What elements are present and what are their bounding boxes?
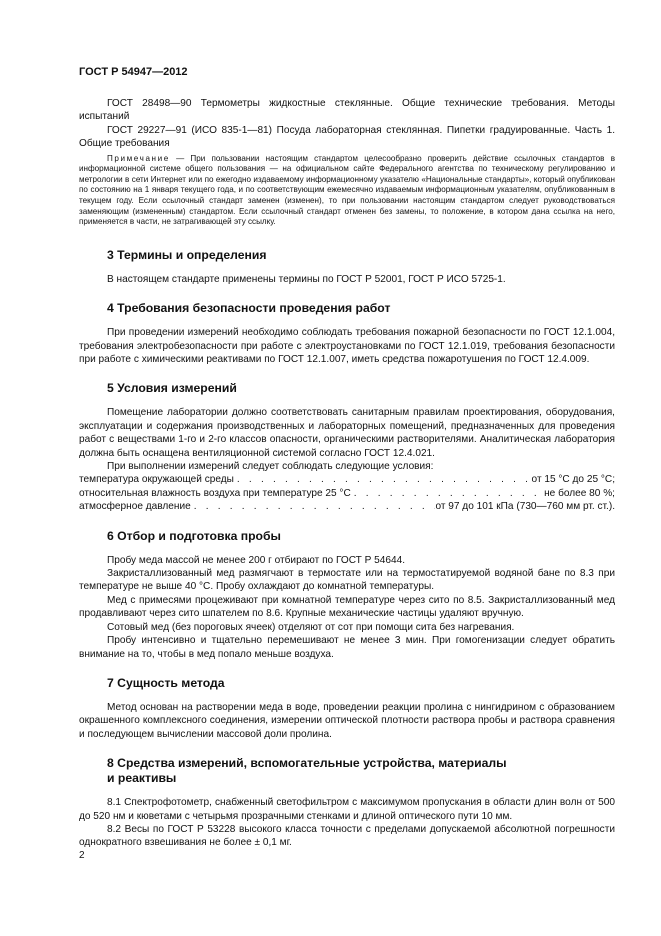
section-8-paragraph: 8.2 Весы по ГОСТ Р 53228 высокого класса точности с пределами допускаемой абсолютной погрешности однократного взвешивания не более ± 0,1 мг. — [79, 823, 615, 849]
section-3-title: 3 Термины и определения — [107, 247, 267, 262]
condition-label: атмосферное давление — [79, 501, 191, 513]
note-text: — При пользовании настоящим стандартом целесообразно проверить действие ссылочных стандартов в информационной системе общего пользования — на официальном сайте Федерального агентства по техническому регулированию и метрологии в сети Интернет или по ежегодно издаваемому информационному указателю «Национальные стандарты», который опубликован по состоянию на 1 января текущего года, и по соответствующим ежемесячно издаваемым информационным указателям, опубликованным в текущем году. Если ссылочный стандарт заменен (изменен), то при пользовании настоящим стандартом следует руководствоваться заменяющим (измененным) стандартом. Если ссылочный стандарт отменен без замены, то положение, в котором дана ссылка на него, применяется в части, не затрагивающей эту ссылку. — [79, 153, 615, 227]
section-6-title: 6 Отбор и подготовка пробы — [107, 528, 281, 543]
condition-row — [79, 500, 615, 513]
reference-item: ГОСТ 29227—91 (ИСО 835-1—81) Посуда лабораторная стеклянная. Пипетки градуированные. Часть 1. Общие требования — [79, 124, 615, 150]
section-8-title-line: 8 Средства измерений, вспомогательные устройства, материалы — [107, 756, 507, 771]
condition-value: от 15 °С до 25 °С; — [531, 474, 615, 486]
section-6-paragraph: Мед с примесями процеживают при комнатной температуре через сито по 8.5. Закристаллизованный мед продавливают через сито шпателем по 8.6. Крупные механические частицы удаляют вручную. — [79, 594, 615, 620]
condition-row — [79, 473, 615, 486]
dot-leader — [351, 487, 544, 500]
section-7-title: 7 Сущность метода — [107, 675, 225, 690]
condition-value: не более 80 %; — [544, 487, 615, 499]
dot-leader — [234, 473, 532, 486]
reference-item: ГОСТ 28498—90 Термометры жидкостные стеклянные. Общие технические требования. Методы испытаний — [79, 98, 615, 123]
dot-leader — [191, 500, 436, 513]
section-5-title: 5 Условия измерений — [107, 381, 237, 396]
section-4-paragraph: При проведении измерений необходимо соблюдать требования пожарной безопасности по ГОСТ 12.1.004, требования электробезопасности при работе с электроустановками по ГОСТ 12.1.019, требования безопасности при работе с химическими реактивами по ГОСТ 12.1.007, иметь средства пожаротушения по ГОСТ 12.4.009. — [79, 327, 615, 365]
section-6-paragraph: Закристаллизованный мед размягчают в термостате или на термостатируемой водяной бане по 8.3 при температуре не выше 40 °С. Пробу охлаждают до комнатной температуры. — [79, 568, 615, 593]
note-paragraph — [79, 154, 615, 228]
condition-row — [79, 487, 615, 500]
condition-value: от 97 до 101 кПа (730—760 мм рт. ст.). — [435, 501, 615, 513]
condition-label: относительная влажность воздуха при температуре 25 °С — [79, 487, 351, 499]
section-7-paragraph: Метод основан на растворении меда в воде, проведении реакции пролина с нингидрином с образованием окрашенного комплексного соединения, измерении оптической плотности раствора пробы и раствора сравнения и последующем вычислении массовой доли пролина. — [79, 701, 615, 740]
page-number: 2 — [79, 850, 85, 861]
note-label: Примечание — [107, 153, 170, 163]
document-header: ГОСТ Р 54947—2012 — [79, 66, 188, 78]
section-3-paragraph: В настоящем стандарте применены термины по ГОСТ Р 52001, ГОСТ Р ИСО 5725-1. — [107, 273, 506, 285]
condition-label: температура окружающей среды — [79, 474, 234, 486]
section-8-paragraph: 8.1 Спектрофотометр, снабженный светофильтром с максимумом пропускания в области длин волн от 500 до 520 нм и кюветами с четырьмя прозрачными стенками и длиной оптического пути 10 мм. — [79, 797, 615, 822]
section-8-title-line: и реактивы — [107, 771, 177, 786]
section-8-title — [79, 756, 615, 786]
section-5-paragraph: Помещение лаборатории должно соответствовать санитарным правилам проектирования, оборудования, эксплуатации и содержания производственных и лабораторных помещений, предназначенных для проведения работ с веществами 1-го и 2-го классов опасности, органическими растворителями. Аналитическая лаборатория должна быть оснащена вентиляционной системой согласно ГОСТ 12.4.021. — [79, 407, 615, 459]
section-5-paragraph: При выполнении измерений следует соблюдать следующие условия: — [107, 461, 434, 473]
section-4-title: 4 Требования безопасности проведения работ — [107, 301, 391, 316]
section-6-paragraph: Сотовый мед (без пороговых ячеек) отделяют от сот при помощи сита без нагревания. — [107, 621, 515, 633]
section-6-paragraph: Пробу интенсивно и тщательно перемешивают не менее 3 мин. При гомогенизации следует обратить внимание на то, чтобы в мед попало меньше воздуха. — [79, 635, 615, 660]
section-6-paragraph: Пробу меда массой не менее 200 г отбирают по ГОСТ Р 54644. — [107, 554, 406, 566]
document-body — [79, 97, 615, 850]
